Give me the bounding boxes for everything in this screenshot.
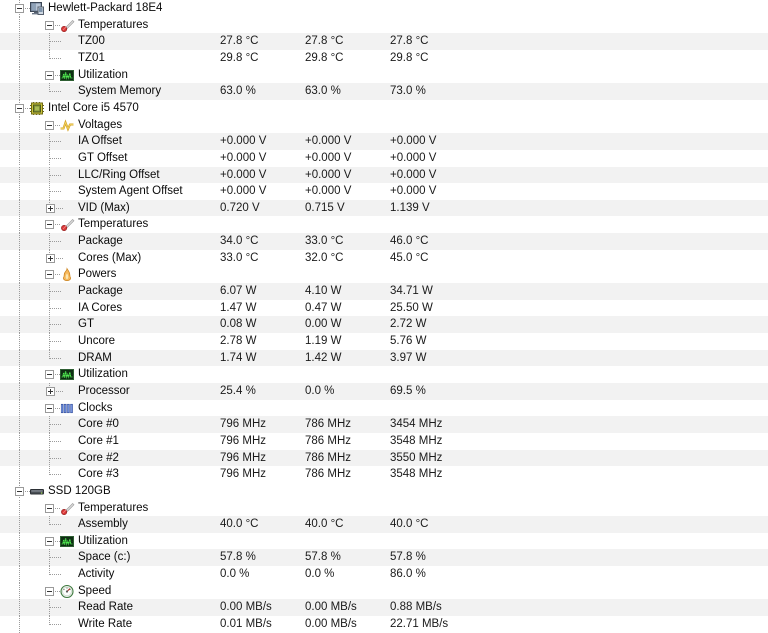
sensor-value-maximum: 3454 MHz <box>390 418 443 431</box>
group-row[interactable] <box>0 533 768 550</box>
sensor-row[interactable] <box>0 350 768 367</box>
tree-guide-line <box>19 466 20 483</box>
tree-guide-line <box>19 283 20 300</box>
sensor-row[interactable] <box>0 549 768 566</box>
sensor-row[interactable] <box>0 383 768 400</box>
sensor-value-minimum: 33.0 °C <box>305 235 344 248</box>
tree-node-label: GT <box>78 318 94 331</box>
tree-node-label: IA Offset <box>78 135 122 148</box>
sensor-row[interactable] <box>0 333 768 350</box>
tree-guide-connector <box>50 175 62 176</box>
tree-node-label: Core #0 <box>78 418 119 431</box>
collapse-node-button[interactable] <box>45 270 54 279</box>
tree-guide-line <box>19 216 20 233</box>
sensor-value-current: 6.07 W <box>220 285 257 298</box>
sensor-value-maximum: 3.97 W <box>390 351 427 364</box>
flame-icon <box>60 268 74 281</box>
thermometer-icon <box>60 19 74 32</box>
collapse-node-button[interactable] <box>45 504 54 513</box>
sensor-value-minimum: 40.0 °C <box>305 518 344 531</box>
sensor-value-maximum: +0.000 V <box>390 135 437 148</box>
sensor-value-current: 29.8 °C <box>220 51 259 64</box>
collapse-node-button[interactable] <box>45 71 54 80</box>
tree-node-label: Package <box>78 235 123 248</box>
tree-node-label: TZ01 <box>78 51 105 64</box>
tree-guide-line <box>19 566 20 583</box>
expand-node-button[interactable] <box>46 254 55 263</box>
sensor-row[interactable] <box>0 133 768 150</box>
collapse-node-button[interactable] <box>45 404 54 413</box>
sensor-value-current: 0.01 MB/s <box>220 618 272 631</box>
sensor-value-current: 34.0 °C <box>220 235 259 248</box>
sensor-value-minimum: 57.8 % <box>305 551 341 564</box>
device-row[interactable] <box>0 483 768 500</box>
tree-node-label: Core #3 <box>78 468 119 481</box>
sensor-value-maximum: +0.000 V <box>390 185 437 198</box>
group-row[interactable] <box>0 117 768 134</box>
sensor-value-minimum: 1.42 W <box>305 351 342 364</box>
collapse-node-button[interactable] <box>45 537 54 546</box>
sensor-value-maximum: 34.71 W <box>390 285 433 298</box>
tree-guide-connector <box>50 441 62 442</box>
tree-guide-connector <box>50 191 62 192</box>
tree-guide-line <box>19 233 20 250</box>
tree-guide-line <box>19 266 20 283</box>
sensor-value-maximum: 57.8 % <box>390 551 426 564</box>
tree-node-label: LLC/Ring Offset <box>78 168 160 181</box>
tree-node-label: VID (Max) <box>78 201 130 214</box>
tree-guide-connector <box>50 141 62 142</box>
tree-guide-line <box>19 350 20 367</box>
tree-node-label: Temperatures <box>78 501 149 514</box>
utilization-icon <box>60 69 74 82</box>
collapse-node-button[interactable] <box>45 21 54 30</box>
tree-guide-line <box>19 416 20 433</box>
sensor-value-maximum: 0.88 MB/s <box>390 601 442 614</box>
sensor-row[interactable] <box>0 416 768 433</box>
collapse-node-button[interactable] <box>15 4 24 13</box>
sensor-value-maximum: 29.8 °C <box>390 51 429 64</box>
tree-guide-line <box>19 366 20 383</box>
sensor-value-maximum: 22.71 MB/s <box>390 618 449 631</box>
sensor-value-maximum: 2.72 W <box>390 318 427 331</box>
clocks-icon <box>60 402 74 415</box>
tree-guide-line <box>19 599 20 616</box>
sensor-value-maximum: 3548 MHz <box>390 434 443 447</box>
tree-guide-connector <box>50 557 62 558</box>
drive-icon <box>30 485 44 498</box>
sensor-value-maximum: 3548 MHz <box>390 468 443 481</box>
device-row[interactable] <box>0 0 768 17</box>
sensor-value-current: +0.000 V <box>220 151 267 164</box>
group-row[interactable] <box>0 216 768 233</box>
sensor-value-minimum: +0.000 V <box>305 135 352 148</box>
sensor-value-current: 0.0 % <box>220 568 250 581</box>
tree-guide-line <box>19 150 20 167</box>
sensor-row[interactable] <box>0 599 768 616</box>
sensor-row[interactable] <box>0 616 768 633</box>
tree-node-label: Intel Core i5 4570 <box>48 101 139 114</box>
tree-guide-connector <box>50 424 62 425</box>
tree-node-label: Utilization <box>78 368 128 381</box>
sensor-value-current: 25.4 % <box>220 384 256 397</box>
tree-guide-line <box>19 67 20 84</box>
tree-node-label: Hewlett-Packard 18E4 <box>48 2 163 14</box>
tree-guide-connector <box>50 308 62 309</box>
sensor-value-minimum: 786 MHz <box>305 468 352 481</box>
sensor-value-maximum: 73.0 % <box>390 85 426 98</box>
voltage-icon <box>60 119 74 132</box>
thermometer-icon <box>60 502 74 515</box>
tree-guide-line <box>19 133 20 150</box>
group-row[interactable] <box>0 500 768 517</box>
sensor-value-maximum: 25.50 W <box>390 301 433 314</box>
tree-guide-line <box>19 516 20 533</box>
tree-node-label: Temperatures <box>78 18 149 31</box>
tree-node-label: DRAM <box>78 351 112 364</box>
tree-node-label: Voltages <box>78 118 123 131</box>
sensor-value-minimum: 786 MHz <box>305 434 352 447</box>
sensor-value-minimum: 0.0 % <box>305 568 335 581</box>
sensor-value-current: 63.0 % <box>220 85 256 98</box>
sensor-value-maximum: 5.76 W <box>390 335 427 347</box>
sensor-value-current: 0.00 MB/s <box>220 601 272 614</box>
sensor-row[interactable] <box>0 466 768 483</box>
sensor-value-minimum: 4.10 W <box>305 285 342 298</box>
collapse-node-button[interactable] <box>45 220 54 229</box>
expand-node-button[interactable] <box>46 204 55 213</box>
tree-guide-line <box>19 17 20 34</box>
sensor-value-minimum: 786 MHz <box>305 451 352 464</box>
sensor-value-current: 1.74 W <box>220 351 257 364</box>
sensor-value-current: 0.08 W <box>220 318 257 331</box>
sensor-value-maximum: 1.139 V <box>390 201 430 214</box>
sensor-row[interactable] <box>0 316 768 333</box>
tree-guide-connector <box>50 574 62 575</box>
tree-guide-connector <box>50 458 62 459</box>
tree-guide-connector <box>50 524 62 525</box>
tree-guide-line <box>19 616 20 633</box>
sensor-value-current: 2.78 W <box>220 335 257 347</box>
sensor-value-minimum: 27.8 °C <box>305 35 344 48</box>
tree-node-label: Write Rate <box>78 618 133 631</box>
tree-node-label: TZ00 <box>78 35 105 48</box>
tree-guide-connector <box>50 41 62 42</box>
tree-guide-connector <box>56 391 63 392</box>
group-row[interactable] <box>0 400 768 417</box>
sensor-value-maximum: +0.000 V <box>390 151 437 164</box>
tree-node-label: Cores (Max) <box>78 251 142 264</box>
sensor-row[interactable] <box>0 566 768 583</box>
collapse-node-button[interactable] <box>15 487 24 496</box>
tree-guide-connector <box>50 91 62 92</box>
tree-node-label: System Agent Offset <box>78 185 183 198</box>
tree-node-label: Powers <box>78 268 117 281</box>
utilization-icon <box>60 535 74 548</box>
sensor-value-maximum: 3550 MHz <box>390 451 443 464</box>
tree-guide-line <box>19 533 20 550</box>
sensor-value-current: +0.000 V <box>220 135 267 148</box>
tree-node-label: Processor <box>78 384 130 397</box>
tree-guide-connector <box>50 358 62 359</box>
tree-guide-line <box>19 400 20 417</box>
group-row[interactable] <box>0 17 768 34</box>
device-row[interactable] <box>0 100 768 117</box>
tree-guide-line <box>19 300 20 317</box>
tree-guide-line <box>19 333 20 350</box>
sensor-value-current: 27.8 °C <box>220 35 259 48</box>
group-row[interactable] <box>0 583 768 600</box>
tree-guide-line <box>19 33 20 50</box>
sensor-value-current: 796 MHz <box>220 418 267 431</box>
sensor-row[interactable] <box>0 183 768 200</box>
sensor-value-minimum: 0.47 W <box>305 301 342 314</box>
sensor-value-minimum: +0.000 V <box>305 151 352 164</box>
tree-guide-connector <box>50 341 62 342</box>
tree-node-label: Activity <box>78 568 115 581</box>
tree-guide-connector <box>50 158 62 159</box>
tree-guide-line <box>19 316 20 333</box>
tree-guide-connector <box>50 607 62 608</box>
sensor-value-current: 0.720 V <box>220 201 260 214</box>
sensor-value-minimum: +0.000 V <box>305 185 352 198</box>
tree-guide-line <box>19 250 20 267</box>
tree-guide-line <box>19 450 20 467</box>
sensor-value-current: 796 MHz <box>220 468 267 481</box>
tree-node-label: Speed <box>78 584 112 597</box>
sensor-row[interactable] <box>0 33 768 50</box>
sensor-row[interactable] <box>0 450 768 467</box>
tree-node-label: Space (c:) <box>78 551 131 564</box>
tree-node-label: Package <box>78 285 123 298</box>
sensor-value-maximum: +0.000 V <box>390 168 437 181</box>
tree-guide-line <box>19 183 20 200</box>
sensor-value-current: +0.000 V <box>220 185 267 198</box>
tree-node-label: Core #2 <box>78 451 119 464</box>
group-row[interactable] <box>0 366 768 383</box>
sensor-row[interactable] <box>0 167 768 184</box>
sensor-value-minimum: 0.00 MB/s <box>305 601 357 614</box>
tree-node-label: System Memory <box>78 85 162 98</box>
tree-node-label: Utilization <box>78 68 128 81</box>
tree-guide-connector <box>50 624 62 625</box>
tree-guide-line <box>19 83 20 100</box>
sensor-value-minimum: 29.8 °C <box>305 51 344 64</box>
sensor-value-maximum: 69.5 % <box>390 384 426 397</box>
tree-guide-line <box>19 117 20 134</box>
tree-node-label: GT Offset <box>78 151 128 164</box>
gauge-icon <box>60 585 74 598</box>
sensor-value-minimum: 0.00 MB/s <box>305 618 357 631</box>
tree-guide-connector <box>50 324 62 325</box>
tree-guide-connector <box>56 258 63 259</box>
tree-node-label: Utilization <box>78 534 128 547</box>
tree-guide-line <box>19 167 20 184</box>
tree-guide-line <box>19 583 20 600</box>
sensor-row[interactable] <box>0 150 768 167</box>
sensor-value-minimum: 1.19 W <box>305 335 342 347</box>
sensor-value-minimum: 0.0 % <box>305 384 335 397</box>
sensor-value-current: 1.47 W <box>220 301 257 314</box>
utilization-icon <box>60 368 74 381</box>
sensor-row[interactable] <box>0 300 768 317</box>
sensor-row[interactable] <box>0 283 768 300</box>
sensor-value-current: 796 MHz <box>220 434 267 447</box>
collapse-node-button[interactable] <box>45 587 54 596</box>
sensor-row[interactable] <box>0 233 768 250</box>
tree-guide-line <box>19 200 20 217</box>
sensor-row[interactable] <box>0 50 768 67</box>
tree-guide-line <box>19 500 20 517</box>
sensor-value-minimum: 0.715 V <box>305 201 345 214</box>
sensor-row[interactable] <box>0 250 768 267</box>
tree-node-label: IA Cores <box>78 301 123 314</box>
tree-guide-line <box>19 433 20 450</box>
tree-guide-connector <box>56 208 63 209</box>
tree-guide-connector <box>50 58 62 59</box>
sensor-value-minimum: 32.0 °C <box>305 251 344 264</box>
sensor-value-current: +0.000 V <box>220 168 267 181</box>
tree-guide-connector <box>50 474 62 475</box>
group-row[interactable] <box>0 67 768 84</box>
tree-guide-line <box>19 549 20 566</box>
tree-node-label: Core #1 <box>78 434 119 447</box>
sensor-value-current: 57.8 % <box>220 551 256 564</box>
tree-node-label: Read Rate <box>78 601 133 614</box>
sensor-value-maximum: 46.0 °C <box>390 235 429 248</box>
sensor-value-maximum: 86.0 % <box>390 568 426 581</box>
cpu-icon <box>30 102 44 115</box>
sensor-value-minimum: +0.000 V <box>305 168 352 181</box>
sensor-value-minimum: 786 MHz <box>305 418 352 431</box>
collapse-node-button[interactable] <box>45 121 54 130</box>
tree-node-label: SSD 120GB <box>48 484 111 497</box>
sensor-value-minimum: 0.00 W <box>305 318 342 331</box>
collapse-node-button[interactable] <box>15 104 24 113</box>
sensor-value-maximum: 40.0 °C <box>390 518 429 531</box>
tree-node-label: Uncore <box>78 335 116 347</box>
sensor-row[interactable] <box>0 83 768 100</box>
tree-node-label: Temperatures <box>78 218 149 231</box>
expand-node-button[interactable] <box>46 387 55 396</box>
tree-guide-line <box>19 50 20 67</box>
sensor-value-current: 33.0 °C <box>220 251 259 264</box>
sensor-row[interactable] <box>0 433 768 450</box>
collapse-node-button[interactable] <box>45 370 54 379</box>
sensor-row[interactable] <box>0 516 768 533</box>
sensor-value-maximum: 27.8 °C <box>390 35 429 48</box>
tree-guide-connector <box>50 241 62 242</box>
tree-guide-connector <box>50 291 62 292</box>
sensor-row[interactable] <box>0 200 768 217</box>
sensor-value-maximum: 45.0 °C <box>390 251 429 264</box>
sensor-value-minimum: 63.0 % <box>305 85 341 98</box>
sensor-value-current: 796 MHz <box>220 451 267 464</box>
tree-node-label: Clocks <box>78 401 113 414</box>
thermometer-icon <box>60 218 74 231</box>
computer-icon <box>30 2 44 15</box>
group-row[interactable] <box>0 266 768 283</box>
sensor-value-current: 40.0 °C <box>220 518 259 531</box>
tree-guide-line <box>19 383 20 400</box>
tree-node-label: Assembly <box>78 518 128 531</box>
